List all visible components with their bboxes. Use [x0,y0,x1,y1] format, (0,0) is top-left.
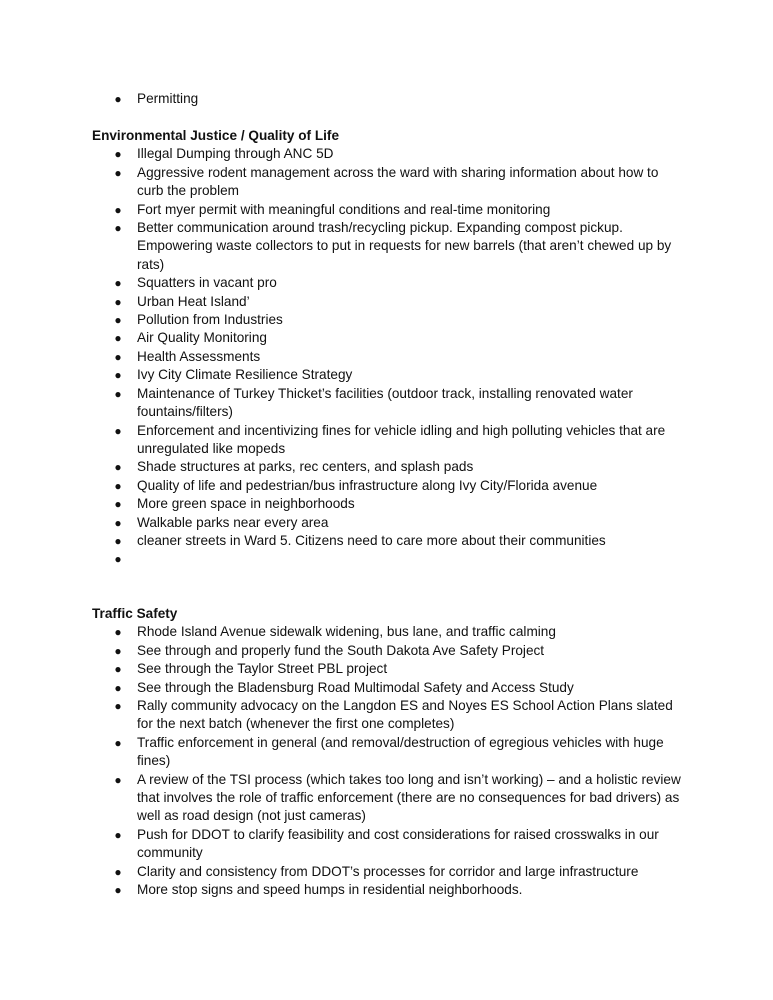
bullet-list [0,145,773,568]
list-item [0,311,773,329]
bullet-icon: ● [114,331,122,346]
list-item [0,458,773,476]
list-item-text: Rally community advocacy on the Langdon ES and Noyes ES School Action Plans slated for the next batch (whenever the first one completes) [137,698,673,732]
list-item-text: Maintenance of Turkey Thicket’s facilities (outdoor track, installing renovated water fountains/filters) [137,385,633,420]
list-item-text: Urban Heat Island’ [137,293,250,309]
bullet-icon: ● [114,221,122,236]
list-item [0,293,773,311]
bullet-icon: ● [114,827,122,842]
list-item-text: Traffic enforcement in general (and removal/destruction of egregious vehicles with huge fines) [137,734,664,769]
bullet-icon: ● [114,662,122,677]
bullet-icon: ● [114,294,122,309]
bullet-icon: ● [114,386,122,401]
list-item-text: See through the Bladensburg Road Multimodal Safety and Access Study [137,679,574,695]
list-item-text: cleaner streets in Ward 5. Citizens need to care more about their communities [137,532,606,548]
list-item-text: Walkable parks near every area [137,514,329,530]
list-item-text: Squatters in vacant pro [137,275,277,291]
bullet-icon: ● [114,349,122,364]
bullet-icon: ● [114,533,122,548]
list-item [0,219,773,274]
list-item-text: Quality of life and pedestrian/bus infrastructure along Ivy City/Florida avenue [137,477,598,493]
list-item [0,734,773,771]
bullet-icon: ● [114,478,122,493]
bullet-icon: ● [114,515,122,530]
list-item [0,385,773,422]
list-item-text: Pollution from Industries [137,312,283,328]
list-item [0,329,773,347]
list-item-text: Air Quality Monitoring [137,330,267,346]
list-item [0,532,773,550]
list-item [0,164,773,201]
section-heading: Environmental Justice / Quality of Life [92,128,340,143]
bullet-icon: ● [114,368,122,383]
list-item-text: See through and properly fund the South Dakota Ave Safety Project [137,642,545,658]
bullet-icon: ● [114,772,122,787]
section-traffic-safety [0,605,773,900]
list-item [0,366,773,384]
bullet-icon: ● [114,92,122,106]
list-item [0,863,773,881]
list-item-text: Enforcement and incentivizing fines for vehicle idling and high polluting vehicles that are unregulated like mopeds [137,422,666,456]
list-item-text: Aggressive rodent management across the ward with sharing information about how to curb the problem [137,164,659,199]
list-item [0,660,773,678]
bullet-icon: ● [114,680,122,695]
list-item [0,477,773,495]
list-item [0,514,773,532]
list-item [0,145,773,163]
list-item [0,771,773,826]
list-item [0,90,284,108]
bullet-icon: ● [114,883,122,898]
list-item [0,550,773,568]
bullet-icon: ● [114,699,122,714]
list-item [0,495,773,513]
list-item [0,623,773,641]
list-item [0,881,773,899]
list-item-text: Health Assessments [137,348,261,364]
bullet-icon: ● [114,497,122,512]
list-item-text: Clarity and consistency from DDOT’s processes for corridor and large infrastructure [137,863,639,879]
bullet-icon: ● [114,864,122,879]
list-item [0,679,773,697]
list-item-text: More green space in neighborhoods [137,496,355,512]
list-item-text: Ivy City Climate Resilience Strategy [137,367,353,383]
list-item [0,348,773,366]
list-item-text: Push for DDOT to clarify feasibility and cost considerations for raised crosswalks in our community [137,826,659,861]
list-item-text: Rhode Island Avenue sidewalk widening, bus lane, and traffic calming [137,624,556,640]
list-item-text: Fort myer permit with meaningful conditions and real-time monitoring [137,201,551,217]
bullet-icon: ● [114,552,122,567]
bullet-icon: ● [114,625,122,640]
section-heading: Traffic Safety [92,606,178,621]
bullet-icon: ● [114,147,122,162]
section-environmental-justice [0,127,773,569]
list-item [0,826,773,863]
list-item [0,422,773,459]
bullet-icon: ● [114,735,122,750]
bullet-icon: ● [114,313,122,328]
list-item [0,642,773,660]
list-item-text: More stop signs and speed humps in residential neighborhoods. [137,882,523,898]
list-item-text: A review of the TSI process (which takes too long and isn’t working) – and a holistic review that involves the role of traffic enforcement (there are no consequences for bad drivers) as well as road design (not just cameras) [137,771,681,824]
bullet-icon: ● [114,460,122,475]
list-item-text: Permitting [137,91,199,106]
bullet-icon: ● [114,202,122,217]
bullet-icon: ● [114,423,122,438]
bullet-icon: ● [114,643,122,658]
list-item-text: See through the Taylor Street PBL project [137,661,388,677]
bullet-list [0,623,773,899]
list-item-text: Shade structures at parks, rec centers, and splash pads [137,459,474,475]
bullet-icon: ● [114,165,122,180]
list-item [0,274,773,292]
bullet-icon: ● [114,276,122,291]
list-item-text: Better communication around trash/recycling pickup. Expanding compost pickup. Empowering waste collectors to put in requests for new barrels (that aren’t chewed up by rats) [137,220,672,272]
list-item [0,697,773,734]
top-bullet-list [0,90,284,108]
list-item-text: Illegal Dumping through ANC 5D [137,146,334,162]
list-item [0,201,773,219]
